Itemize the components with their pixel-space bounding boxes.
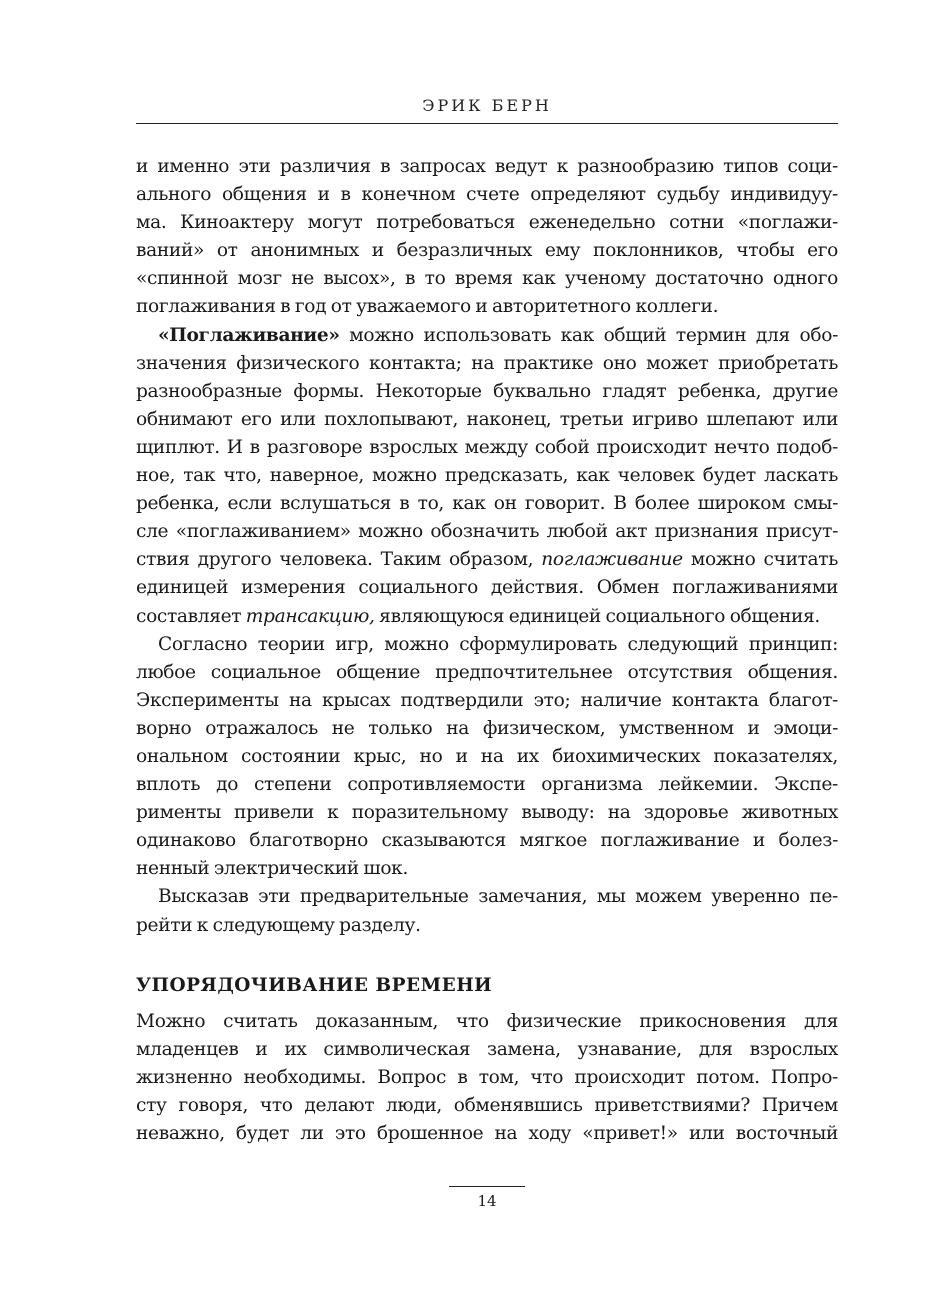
text-line: Высказав эти предварительные замечания, мы можем уверенно пе- xyxy=(158,886,838,908)
text-line: ма. Киноактеру могут потребоваться еженедельно сотни «поглажи- xyxy=(136,212,838,234)
text-fragment: можно использовать как общий термин для обо- xyxy=(339,324,838,346)
text-line: единицей измерения социального действия. Обмен поглаживаниями xyxy=(136,577,838,599)
text-line: ребенка, если вслушаться в то, как он говорит. В более широком смы- xyxy=(136,493,838,515)
text-line: Согласно теории игр, можно сформулировать следующий принцип: xyxy=(158,633,838,655)
text-line: значения физического контакта; на практике оно может приобретать xyxy=(136,352,838,374)
italic-term: трансакцию, xyxy=(245,605,375,627)
text-fragment: составляет xyxy=(136,605,246,627)
text-line: неважно, будет ли это брошенное на ходу «привет!» или восточный xyxy=(136,1123,838,1145)
text-line: рейти к следующему разделу. xyxy=(136,914,421,936)
text-line: поглаживания в год от уважаемого и авторитетного коллеги. xyxy=(136,296,719,318)
text-fragment: ствия другого человека. Таким образом, xyxy=(136,549,542,571)
text-line: Можно считать доказанным, что физические прикосновения для xyxy=(136,1011,838,1032)
text-line: и именно эти различия в запросах ведут к разнообразию типов соци- xyxy=(136,156,838,177)
bold-term: «Поглаживание» xyxy=(158,324,340,346)
text-line: ное, так что, наверное, можно предсказать, как человек будет ласкать xyxy=(136,465,838,487)
text-line: разнообразные формы. Некоторые буквально гладят ребенка, другие xyxy=(136,380,838,402)
text-line xyxy=(136,603,838,631)
running-head: ЭРИК БЕРН xyxy=(422,96,552,115)
text-line: вплоть до степени сопротивляемости организма лейкемии. Экспе- xyxy=(136,774,838,796)
text-fragment: являющуюся единицей социального общения. xyxy=(374,605,820,627)
text-line: «спинной мозг не высох», в то время как ученому достаточно одного xyxy=(136,268,838,290)
header-rule xyxy=(136,123,838,124)
section-text xyxy=(136,1008,838,1148)
text-line: любое социальное общение предпочтительнее отсутствия общения. xyxy=(136,661,838,683)
text-line: щиплют. И в разговоре взрослых между собой происходит нечто подоб- xyxy=(136,436,838,458)
text-line: ваний» от анонимных и безразличных ему поклонников, чтобы его xyxy=(136,240,838,262)
text-line: жизненно необходимы. Вопрос в том, что происходит потом. Попро- xyxy=(136,1067,838,1089)
italic-term: поглаживание xyxy=(541,549,683,571)
text-line: сле «поглаживанием» можно обозначить любой акт признания присут- xyxy=(136,521,838,543)
text-line xyxy=(136,546,838,574)
text-line: Эксперименты на крысах подтвердили это; наличие контакта благот- xyxy=(136,689,838,711)
body-text xyxy=(136,153,838,940)
page-number: 14 xyxy=(477,1192,497,1210)
text-line: ональном состоянии крыс, но и на их биохимических показателях, xyxy=(136,745,838,767)
text-line xyxy=(136,322,838,350)
text-line: младенцев и их символическая замена, узнавание, для взрослых xyxy=(136,1039,838,1061)
footer-rule xyxy=(449,1186,525,1187)
text-fragment: можно считать xyxy=(682,549,838,571)
text-line: одинаково благотворно сказываются мягкое поглаживание и болез- xyxy=(136,830,838,852)
text-line: обнимают его или похлопывают, наконец, третьи игриво шлепают или xyxy=(136,408,838,430)
text-line: рименты привели к поразительному выводу: на здоровье животных xyxy=(136,802,838,824)
text-line: ального общения и в конечном счете определяют судьбу индивидуу- xyxy=(136,184,838,206)
text-line: сту говоря, что делают люди, обменявшись приветствиями? Причем xyxy=(136,1095,838,1117)
text-line: ненный электрический шок. xyxy=(136,858,409,880)
section-heading: УПОРЯДОЧИВАНИЕ ВРЕМЕНИ xyxy=(136,975,493,996)
text-line: ворно отражалось не только на физическом, умственном и эмоци- xyxy=(136,717,838,739)
